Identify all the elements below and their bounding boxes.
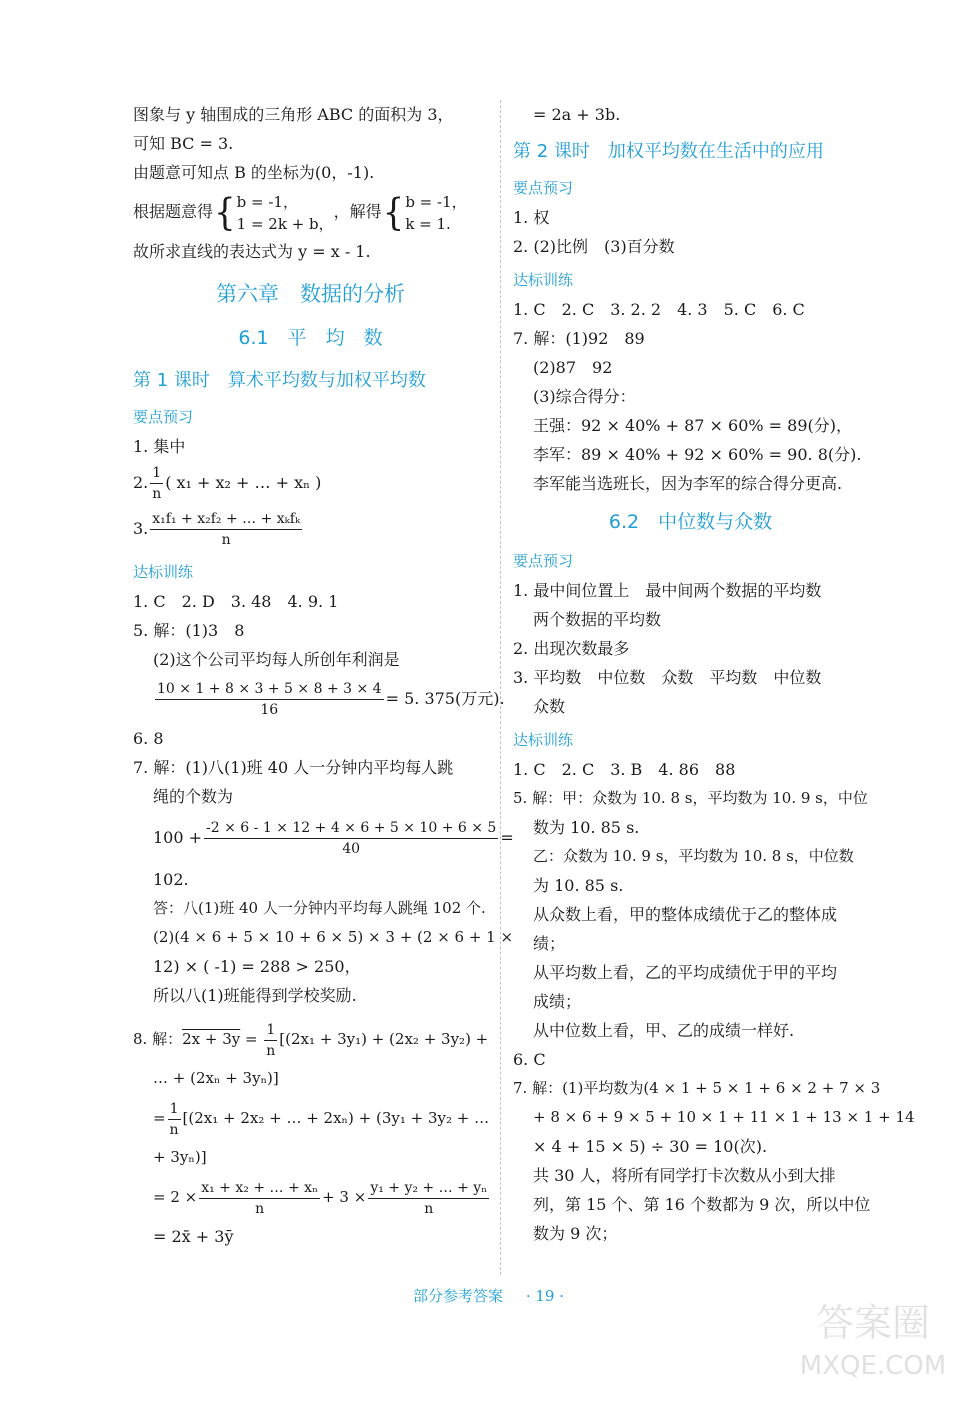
answer-line: 6. C <box>513 1050 546 1069</box>
answer-line: 5. 解：甲：众数为 10. 8 s，平均数为 10. 9 s，中位 <box>513 789 868 807</box>
answer-line: + 8 × 6 + 9 × 5 + 10 × 1 + 11 × 1 + 13 × 1 + 14 <box>533 1108 915 1126</box>
left-column <box>133 100 514 1251</box>
answer-line: 12) × ( -1) = 288 > 250， <box>153 957 361 976</box>
answer-line: 答：八(1)班 40 人一分钟内平均每人跳绳 102 个. <box>153 899 486 917</box>
text-line: 可知 BC = 3. <box>133 134 234 153</box>
answer-line: 成绩； <box>533 992 582 1011</box>
text-line: 由题意可知点 B 的坐标为(0，-1). <box>133 163 375 182</box>
fraction: $\frac{10 \times 1 + 8 \times 3 + 5 \times 8 + 3 \times 4}{16}$ <box>157 681 382 718</box>
answer-line: 从中位数上看，甲、乙的成绩一样好. <box>533 1021 795 1040</box>
answer-line: 数为 9 次； <box>533 1224 618 1243</box>
answer-line: 1. C 2. C 3. B 4. 86 88 <box>513 760 736 779</box>
answer-line: (2)这个公司平均每人所创年利润是 <box>153 650 400 669</box>
answer-line: = $\frac{1}{n}$ [(2x₁ + 2x₂ + … + 2xₙ) + (3y₁ + 3y₂ + … <box>153 1100 490 1138</box>
answer-line: 为 10. 85 s. <box>533 876 624 895</box>
answer-line: 7. 解：(1)平均数为(4 × 1 + 5 × 1 + 6 × 2 + 7 × 3 <box>513 1079 881 1097</box>
answer-line: 2. 出现次数最多 <box>513 639 630 658</box>
system-prefix: 根据题意得 <box>133 202 214 221</box>
fraction: $\frac{\text{x₁ + x₂ + … + xₙ}}{n}$ <box>201 1179 319 1217</box>
section-title: 6.2 中位数与众数 <box>608 511 773 533</box>
answer-line: 列，第 15 个、第 16 个数都为 9 次，所以中位 <box>533 1195 871 1214</box>
preview-heading: 要点预习 <box>133 408 194 426</box>
answer-line: $\frac{10 \times 1 + 8 \times 3 + 5 \times 8 + 3 \times 4}{16}$ = 5. 375(万元). <box>157 681 505 718</box>
answer-line: 1. C 2. D 3. 48 4. 9. 1 <box>133 592 339 611</box>
answer-line: 3. 平均数 中位数 众数 平均数 中位数 <box>513 668 822 687</box>
answer-line: … + (2xₙ + 3yₙ)] <box>153 1069 279 1087</box>
answer-line: + 3yₙ)] <box>153 1148 207 1166</box>
preview-heading: 要点预习 <box>513 552 574 570</box>
answer-line: 从众数上看，甲的整体成绩优于乙的整体成 <box>533 905 838 924</box>
answer-line: 李军能当选班长，因为李军的综合得分更高. <box>533 474 843 493</box>
answer-line: 102. <box>153 870 189 889</box>
equation-system-line <box>133 187 488 237</box>
right-column <box>513 100 915 1248</box>
answer-line: 1. 最中间位置上 最中间两个数据的平均数 <box>513 581 822 600</box>
system-mid: ，解得 <box>333 202 382 221</box>
answer-line: 从平均数上看，乙的平均成绩优于甲的平均 <box>533 963 838 982</box>
chapter-title: 第六章 数据的分析 <box>216 282 405 306</box>
answer-line: 7. 解：(1)92 89 <box>513 329 645 348</box>
fraction: $\frac{1}{n}$ <box>152 465 162 502</box>
answer-line: 1. C 2. C 3. 2. 2 4. 3 5. C 6. C <box>513 300 805 319</box>
answer-line: × 4 + 15 × 5) ÷ 30 = 10(次). <box>533 1137 768 1156</box>
text-line: 图象与 y 轴围成的三角形 ABC 的面积为 3， <box>133 105 454 124</box>
system-a: b = -1， 1 = 2k + b， <box>236 192 334 233</box>
answer-line: 1. 集中 <box>133 437 186 456</box>
answer-line: = 2a + 3b. <box>533 105 621 124</box>
answer-line: 2. (2)比例 (3)百分数 <box>513 237 675 256</box>
training-heading: 达标训练 <box>513 731 574 749</box>
answer-line: 8. 解：2x + 3y = $\frac{1}{n}$ [(2x₁ + 3y₁) + (2x₂ + 3y₂) + <box>133 1021 489 1059</box>
answer-line: 2. $\frac{1}{n}$ ( x₁ + x₂ + … + xₙ ) <box>133 465 322 502</box>
answer-line: = 2 × $\frac{\text{x₁ + x₂ + … + xₙ}}{n}$ + 3 × $\frac{\text{y₁ + y₂ + … + yₙ}}{n}$ <box>153 1179 488 1217</box>
fraction: $\frac{1}{n}$ <box>169 1100 179 1138</box>
preview-heading: 要点预习 <box>513 179 574 197</box>
lesson-title: 第 1 课时 算术平均数与加权平均数 <box>133 370 426 391</box>
footer-label: 部分参考答案 <box>413 1287 504 1305</box>
conclusion: 故所求直线的表达式为 y = x - 1. <box>133 242 371 261</box>
fraction: $\frac{\text{y₁ + y₂ + … + yₙ}}{n}$ <box>370 1179 488 1217</box>
lesson-title: 第 2 课时 加权平均数在生活中的应用 <box>513 141 824 162</box>
answer-line: 绩； <box>533 934 566 953</box>
answer-line: 李军：89 × 40% + 92 × 60% = 90. 8(分). <box>533 445 862 464</box>
answer-line: 王强：92 × 40% + 87 × 60% = 89(分)， <box>533 416 853 435</box>
answer-line: 共 30 人，将所有同学打卡次数从小到大排 <box>533 1166 836 1185</box>
answer-line: 众数 <box>533 697 566 716</box>
answer-line: (3)综合得分： <box>533 387 636 406</box>
fraction: $\frac{-2 \times 6 - 1 \times 12 + 4 \times 6 + 5 \times 10 + 6 \times 5}{40}$ <box>206 820 497 857</box>
training-heading: 达标训练 <box>513 271 574 289</box>
answer-line: 数为 10. 85 s. <box>533 818 640 837</box>
answer-line: (2)87 92 <box>533 358 613 377</box>
fraction: $\frac{1}{n}$ <box>266 1021 276 1059</box>
answer-line: 绳的个数为 <box>153 787 234 806</box>
watermark-top: 答案圈 <box>815 1301 931 1345</box>
answer-line: 两个数据的平均数 <box>533 610 662 629</box>
answer-line: 1. 权 <box>513 208 550 227</box>
fraction: $\frac{\text{x₁f₁ + x₂f₂ + … + xₖfₖ}}{n}$ <box>152 511 301 548</box>
system-b: b = -1， k = 1. <box>405 192 467 233</box>
answer-line: 6. 8 <box>133 729 164 748</box>
training-heading: 达标训练 <box>133 563 194 581</box>
answer-line: (2)(4 × 6 + 5 × 10 + 6 × 5) × 3 + (2 × 6 + 1 × <box>153 928 514 946</box>
answer-line: 所以八(1)班能得到学校奖励. <box>153 986 357 1005</box>
section-title: 6.1 平 均 数 <box>238 327 383 349</box>
left-brace-icon: { <box>214 190 236 235</box>
answer-line: 5. 解：(1)3 8 <box>133 621 245 640</box>
page-number: · 19 · <box>525 1287 564 1305</box>
answer-line: 3. $\frac{\text{x₁f₁ + x₂f₂ + … + xₖfₖ}}{n}$ <box>133 511 301 548</box>
answer-line: 100 + $\frac{-2 \times 6 - 1 \times 12 + 4 \times 6 + 5 \times 10 + 6 \times 5}{40}$ = <box>153 820 514 857</box>
left-brace-icon: { <box>382 190 405 235</box>
answer-line: 乙：众数为 10. 9 s，平均数为 10. 8 s，中位数 <box>533 847 854 865</box>
watermark-bottom: MXQE.COM <box>799 1351 947 1381</box>
answer-line: = 2x̄ + 3ȳ <box>153 1227 234 1246</box>
watermark-logo <box>783 1294 963 1384</box>
answer-line: 7. 解：(1)八(1)班 40 人一分钟内平均每人跳 <box>133 758 454 777</box>
